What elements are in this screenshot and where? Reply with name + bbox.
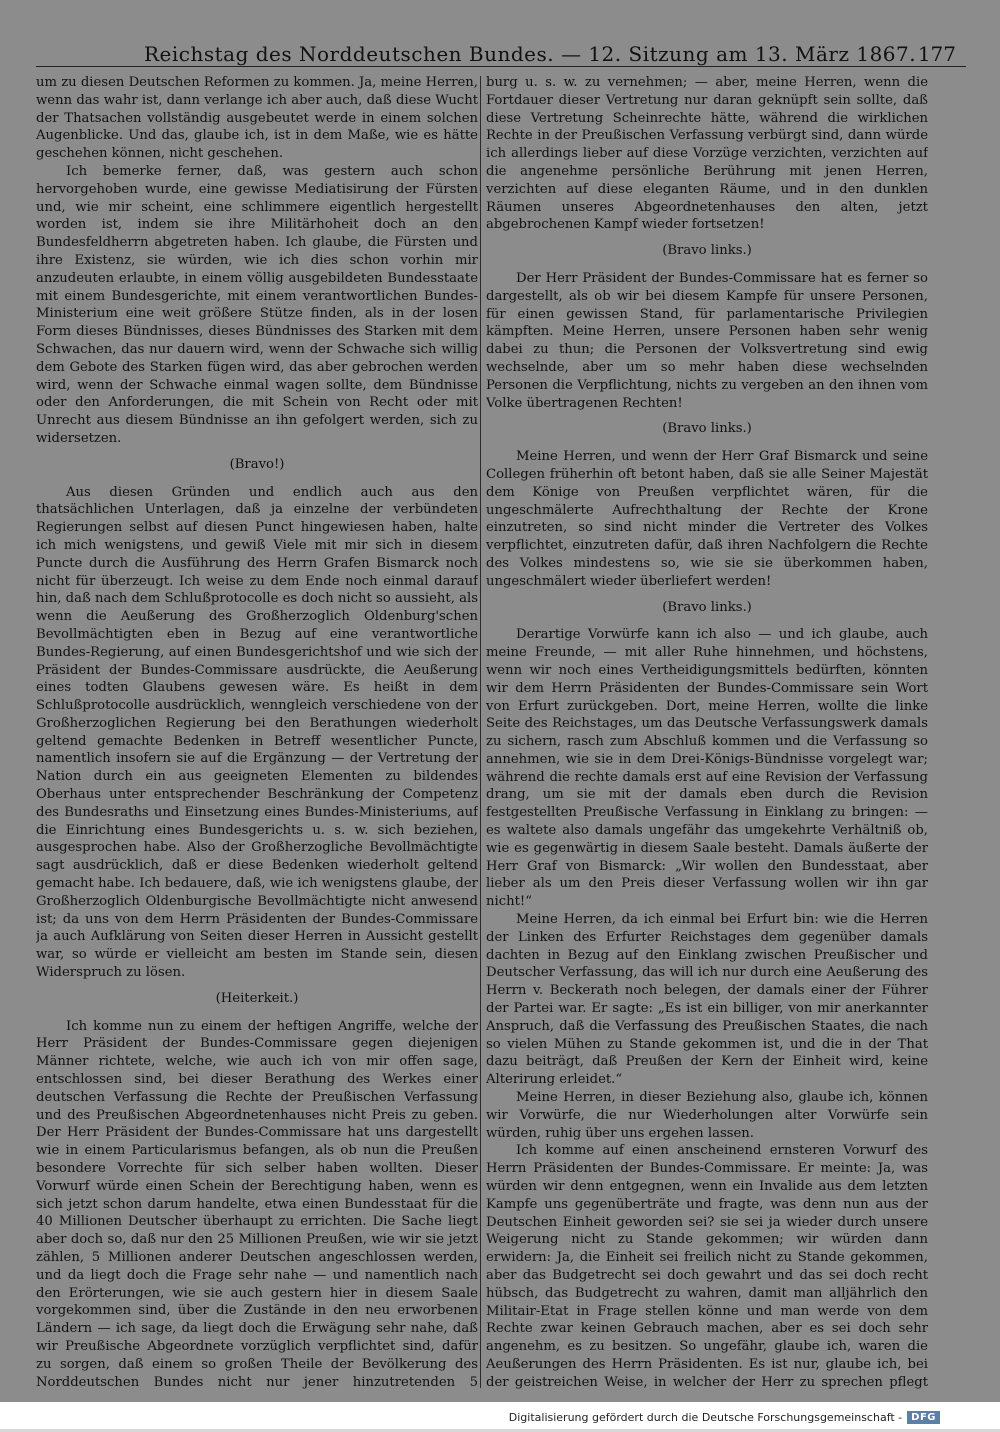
page-number: 177: [917, 42, 956, 66]
paragraph: Meine Herren, in dieser Beziehung also, glaube ich, können wir Vorwürfe, die nur Wiederholungen alter Vorwürfe sein würden, ruhig über uns ergehen lassen.: [486, 1090, 928, 1141]
dfg-logo: DFG: [907, 1411, 940, 1424]
interjection: (Bravo!): [229, 456, 285, 472]
footer-credit: [509, 1408, 940, 1426]
right-column: [486, 74, 928, 1392]
interjection: (Bravo links.): [662, 599, 752, 615]
interjection: (Heiterkeit.): [215, 990, 299, 1006]
funding-credit-text: Digitalisierung gefördert durch die Deutsche Forschungsgemeinschaft -: [508, 1410, 903, 1424]
paragraph: Meine Herren, da ich einmal bei Erfurt bin: wie die Herren der Linken des Erfurter Reichstages dem gegenüber damals dachten in Bezug auf den Einklang zwischen Preußischer und Deutscher Verfassung, das will ich nur durch eine Aeußerung des Herrn v. Beckerath noch belegen, der damals einer der Führer der Partei war. Er sagte: „Es ist ein billiger, von mir anerkannter Anspruch, daß die Verfassung des Preußischen Staates, die nach so vielen Mühen zu Stande gekommen ist, und die in der That dazu beiträgt, daß Preußen der Kern der Einheit wird, keine Alterirung erleidet.“: [486, 912, 928, 1088]
paragraph: Aus diesen Gründen und endlich auch aus den thatsächlichen Unterlagen, daß ja einzelne der verbündeten Regierungen selbst auf diesen Punct hingewiesen haben, halte ich mich wenigstens, und gewiß Viele mit mir sich in diesem Puncte durch die Ausführung des Herrn Grafen Bismarck noch nicht für überzeugt. Ich weise zu dem Ende noch einmal darauf hin, daß nach dem Schlußprotocolle es doch nicht so aussieht, als wenn die Aeußerung des Großherzoglich Oldenburg'schen Bevollmächtigten eben in Bezug auf eine verantwortliche Bundes-Regierung, auf einen Bundesgerichtshof und wie sich der Präsident der Bundes-Commissare ausdrückte, die Aeußerung eines todten Glaubens gewesen wäre. Es heißt in dem Schlußprotocolle ausdrücklich, wenngleich verschiedene von der Großherzoglichen Regierung bei den Berathungen wiederholt geltend gemachte Bedenken in Betreff wesentlicher Puncte, namentlich insofern sie auf die Ergänzung — der Vertretung der Nation durch ein aus geeigneten Elementen zu bildendes Oberhaus unter entsprechender Beschränkung der Competenz des Bundesraths und Einsetzung eines Bundes-Ministeriums, auf die Einrichtung eines Bundesgerichts u. s. w. sich beziehen, ausgesprochen habe. Also der Großherzogliche Bevollmächtigte sagt ausdrücklich, daß er diese Bedenken wiederholt geltend gemacht habe. Ich bedauere, daß, wie ich wenigstens glaube, der Großherzoglich Oldenburgische Bevollmächtigte nicht anwesend ist; da uns von dem Herrn Präsidenten der Bundes-Commissare ja auch Aufklärung von Seiten dieser Herren in Aussicht gestellt war, so würde er vielleicht am besten im Stande sein, diesen Widerspruch zu lösen.: [36, 484, 478, 981]
paragraph: burg u. s. w. zu vernehmen; — aber, meine Herren, wenn die Fortdauer dieser Vertretung nur daran geknüpft sein sollte, daß diese Vertretung Scheinrechte hätte, während die wirklichen Rechte in der Preußischen Verfassung verbürgt sind, dann würde ich allerdings lieber auf diese Vorzüge verzichten, verzichten auf die angenehme persönliche Berührung mit jenen Herren, verzichten auf diese eleganten Räume, und in den dunklen Räumen unseres Abgeordnetenhauses den alten, jetzt abgebrochenen Kampf wieder fortsetzen!: [486, 75, 928, 233]
running-head: [36, 40, 966, 67]
paragraph: um zu diesen Deutschen Reformen zu kommen. Ja, meine Herren, wenn das wahr ist, dann verlange ich aber auch, daß diese Wucht der Thatsachen vollständig ausgebeutet werde in einem solchen Augenblicke. Und das, glaube ich, ist in dem Maße, wie es hätte geschehen können, nicht geschehen.: [36, 75, 478, 162]
paragraph: Der Herr Präsident der Bundes-Commissare hat es ferner so dargestellt, als ob wir bei diesem Kampfe für unsere Personen, für einen gewissen Stand, für parlamentarische Privilegien kämpften. Meine Herren, unsere Personen haben sehr wenig dabei zu thun; die Personen der Volksvertretung sind ewig wechselnde, aber um so mehr haben diese wechselnden Personen die Verpflichtung, nichts zu vergeben an den ihnen vom Volke übertragenen Rechten!: [486, 270, 928, 411]
left-column: [36, 74, 478, 1392]
paragraph: Ich komme nun zu einem der heftigen Angriffe, welche der Herr Präsident der Bundes-Commissare gegen diejenigen Männer richtete, welche, wie auch ich von mir offen sage, entschlossen sind, bei dieser Berathung des Werkes einer deutschen Verfassung die Rechte der Preußischen Verfassung und des Preußischen Abgeordnetenhauses nicht Preis zu geben. Der Herr Präsident der Bundes-Commissare hat uns dargestellt wie in einem Particularismus befangen, als ob nun die Preußen besondere Vorrechte für sich selber haben wollten. Dieser Vorwurf würde einen Schein der Berechtigung haben, wenn es sich jetzt schon darum handelte, etwa einen Bundesstaat für die 40 Millionen Deutscher überhaupt zu errichten. Die Sache liegt aber doch so, daß nur den 25 Millionen Preußen, wie wir sie jetzt zählen, 5 Millionen anderer Deutschen angeschlossen werden, und da liegt doch die Frage sehr nahe — und namentlich nach den Erörterungen, wie sie auch gestern hier in diesem Saale vorgekommen sind, über die Zustände in den neu erworbenen Ländern — ich sage, da liegt doch die Erwägung sehr nahe, daß wir Preußische Abgeordnete vorzüglich verpflichtet sind, dafür zu sorgen, daß einem so großen Theile der Bevölkerung des Norddeutschen Bundes nicht nur jener hinzutretenden 5: [36, 1018, 478, 1390]
paragraph: Ich bemerke ferner, daß, was gestern auch schon hervorgehoben wurde, eine gewisse Mediatisirung der Fürsten und, wie mir scheint, eine schlimmere eigentlich hergestellt worden ist, indem sie ihre Militärhoheit doch an den Bundesfeldherrn abgetreten haben. Ich glaube, die Fürsten und ihre Existenz, sie würden, wie ich dies schon vorhin mir anzudeuten erlaubte, in einem völlig ausgebildeten Bundesstaate mit einem Bundesgerichte, mit einem verantwortlichen Bundes-Ministerium eine weit größere Stütze finden, als in der losen Form dieses Bündnisses, dieses Bündnisses des Starken mit dem Schwachen, das nur dauern wird, wenn der Schwache sich willig dem Gebote des Starken fügen wird, das aber gebrochen werden wird, wenn der Schwache einmal wagen sollte, dem Bündnisse oder den Anforderungen, die mit Schein von Recht oder mit Unrecht aus diesem Bündnisse an ihn gefolgert werden, sich zu widersetzen.: [36, 163, 478, 446]
interjection: (Bravo links.): [662, 243, 752, 259]
page-header-title: Reichstag des Norddeutschen Bundes. — 12. Sitzung am 13. März 1867.: [144, 42, 917, 66]
paragraph: Derartige Vorwürfe kann ich also — und ich glaube, auch meine Freunde, — mit aller Ruhe hinnehmen, und höchstens, wenn wir noch eines Vertheidigungsmittels bedürften, könnten wir dem Herrn Präsidenten der Bundes-Commissare sein Wort von Erfurt zurückgeben. Dort, meine Herren, wollte die linke Seite des Reichstages, um das Deutsche Verfassungswerk damals zu sichern, rasch zum Abschluß kommen und die Verfassung so annehmen, wie sie in dem Drei-Königs-Bündnisse vorgelegt war; während die rechte damals erst auf eine Revision der Verfassung drang, um sie mit der damals eben durch die Revision festgestellten Preußische Verfassung in Einklang zu bringen: — es waltete also damals ungefähr das umgekehrte Verhältniß ob, wie es gegenwärtig in diesem Saale besteht. Damals äußerte der Herr Graf von Bismarck: „Wir wollen den Bundesstaat, aber lieber als um den Preis dieser Verfassung wollen wir ihn gar nicht!“: [486, 627, 928, 910]
interjection: (Bravo links.): [662, 421, 752, 437]
paragraph: Ich komme auf einen anscheinend ernsteren Vorwurf des Herrn Präsidenten der Bundes-Commissare. Er meinte: Ja, was würden wir denn entgegnen, wenn ein Invalide aus dem letzten Kampfe uns gegenüberträte und fragte, was denn nun aus der Deutschen Einheit geworden sei? sie sei ja wieder durch unsere Weigerung nicht zu Stande gekommen; wir würden dann erwidern: Ja, die Einheit sei freilich nicht zu Stande gekommen, aber das Budgetrecht sei doch gewahrt und das sei doch recht hübsch, das Budgetrecht zu wahren, damit man alljährlich den Militair-Etat in Frage stellen könne und man werde von dem Rechte zwar keinen Gebrauch machen, aber es sei doch sehr angenehm, es zu besitzen. So ungefähr, glaube ich, waren die Aeußerungen des Herrn Präsidenten. Es ist nur, glaube ich, bei der geistreichen Weise, in welcher der Herr zu sprechen pflegt: [486, 1143, 928, 1390]
paragraph: Meine Herren, und wenn der Herr Graf Bismarck und seine Collegen früherhin oft betont haben, daß sie alle Seiner Majestät dem Könige von Preußen verpflichtet wären, für die ungeschmälerte Aufrechthaltung der Rechte der Krone einzutreten, so sind nicht minder die Vertreter des Volkes verpflichtet, einzutreten dafür, daß ihren Nachfolgern die Rechte des Volkes mindestens so, wie sie sie überkommen haben, ungeschmälert wieder überliefert werden!: [486, 449, 928, 589]
column-divider: [480, 76, 481, 1388]
